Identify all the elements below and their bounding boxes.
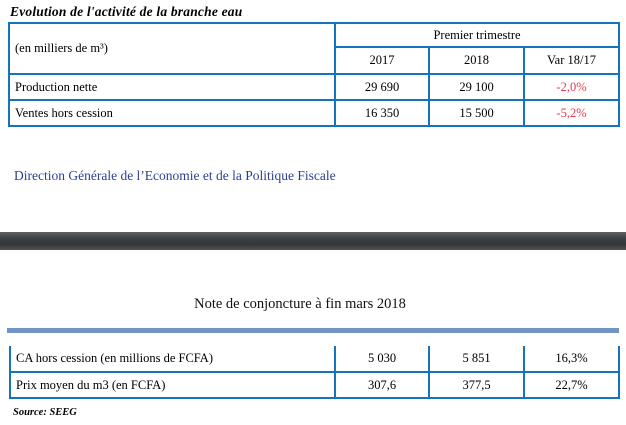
blue-rule-divider [7,328,619,333]
group-header-cell: Premier trimestre [335,23,619,47]
variation-value: 16,3% [524,346,619,372]
column-header-var: Var 18/17 [524,47,619,74]
source-note: Source: SEEG [13,407,77,418]
variation-value: -5,2% [524,100,619,126]
direction-generale-line: Direction Générale de l’Economie et de la Politique Fiscale [14,168,336,183]
table-row [10,346,619,372]
value-2017: 29 690 [335,74,429,100]
water-activity-table [8,22,620,127]
value-2018: 377,5 [429,372,524,398]
value-2017: 5 030 [335,346,429,372]
value-2017: 307,6 [335,372,429,398]
unit-cell: (en milliers de m³) [9,23,335,74]
column-header-2017: 2017 [335,47,429,74]
row-label: Production nette [9,74,335,100]
row-label: Prix moyen du m3 (en FCFA) [10,372,335,398]
section-title: Evolution de l'activité de la branche eau [10,4,243,19]
value-2017: 16 350 [335,100,429,126]
page-break-divider [0,232,626,250]
table-row [10,372,619,398]
variation-value: -2,0% [524,74,619,100]
column-header-2018: 2018 [429,47,524,74]
row-label: CA hors cession (en millions de FCFA) [10,346,335,372]
note-title: Note de conjoncture à fin mars 2018 [194,296,406,312]
value-2018: 29 100 [429,74,524,100]
table-row [9,74,619,100]
variation-value: 22,7% [524,372,619,398]
row-label: Ventes hors cession [9,100,335,126]
value-2018: 5 851 [429,346,524,372]
table-row [9,23,619,47]
table-row [9,100,619,126]
revenue-table [9,346,620,399]
value-2018: 15 500 [429,100,524,126]
